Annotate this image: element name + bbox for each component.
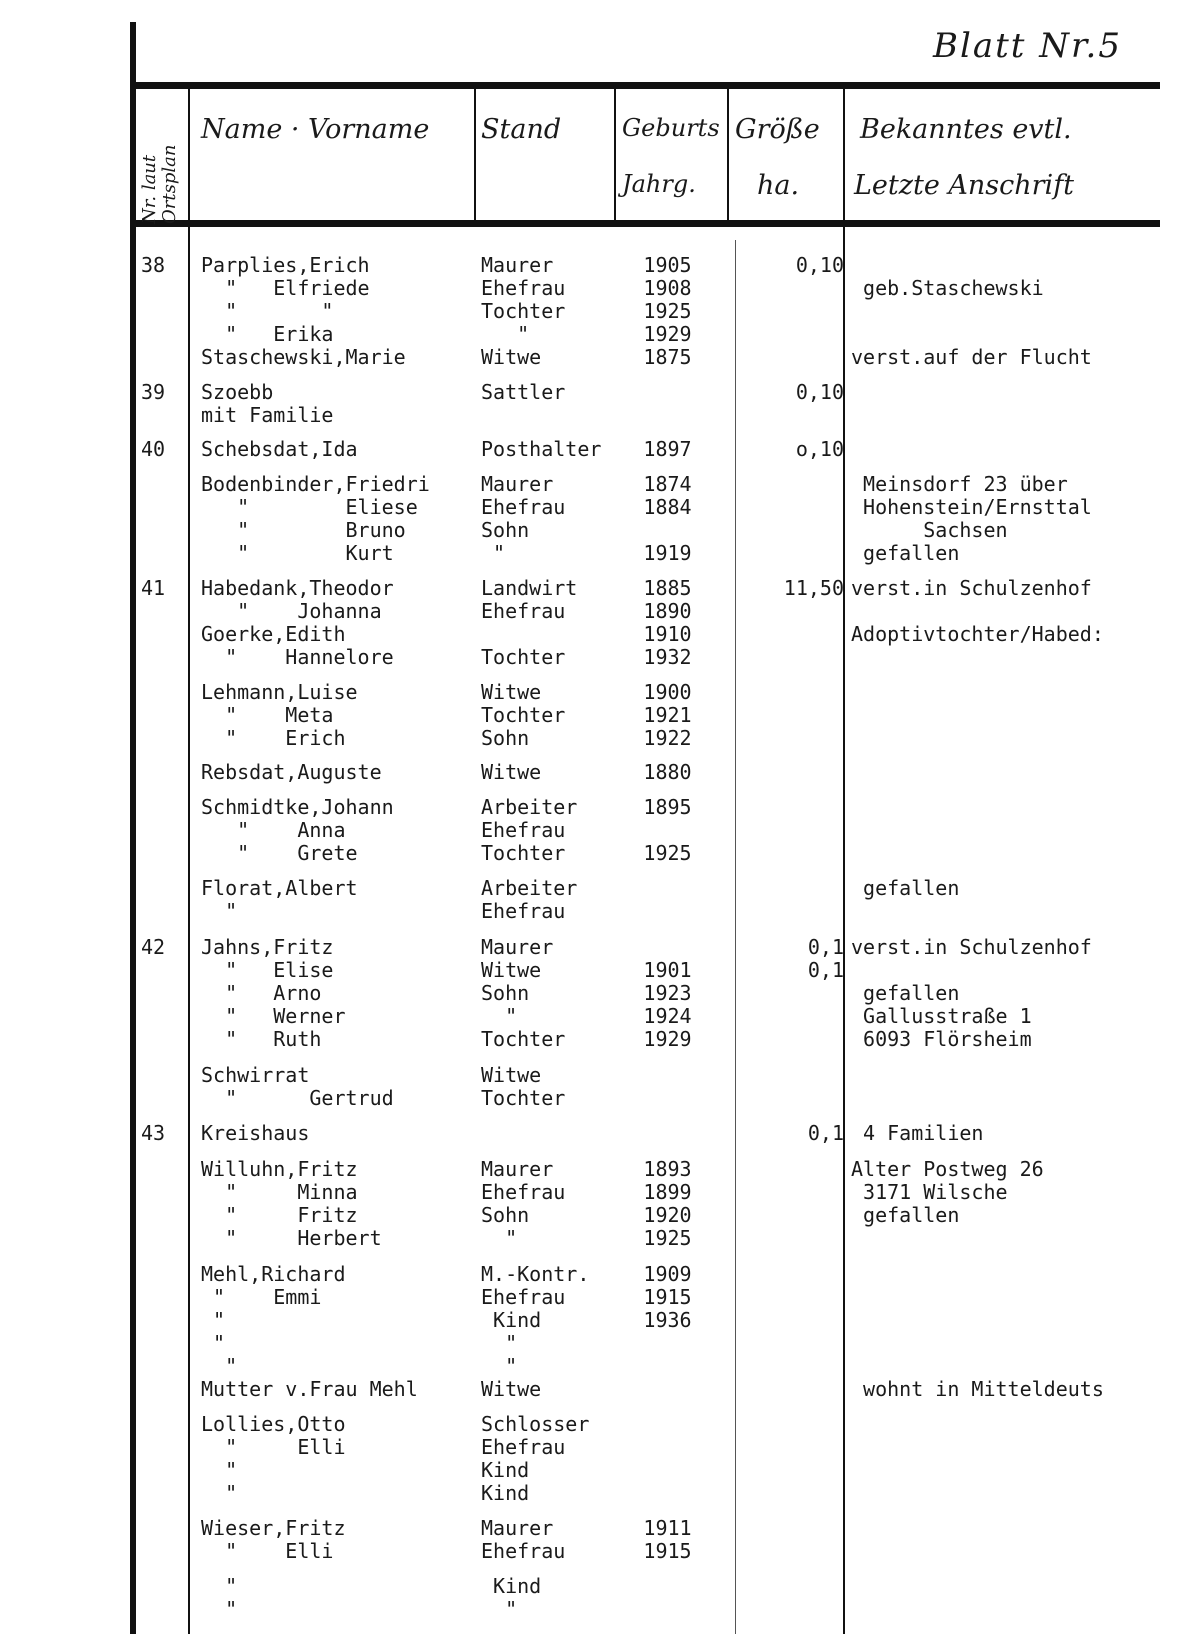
entry-name: Mehl,Richard — [201, 1262, 346, 1286]
entry-last-address: gefallen — [851, 541, 960, 565]
entry-birth-year: 1909 — [643, 1262, 692, 1286]
entry-name: " " — [201, 299, 334, 323]
table-row — [0, 541, 1200, 565]
table-row — [0, 1180, 1200, 1204]
entry-name: " Elli — [201, 1539, 334, 1563]
entry-birth-year: 1915 — [643, 1285, 692, 1309]
table-row — [0, 795, 1200, 819]
entry-stand: Tochter — [481, 841, 566, 865]
table-row — [0, 1539, 1200, 1563]
entry-stand: Schlosser — [481, 1412, 590, 1436]
entry-name: Florat,Albert — [201, 876, 358, 900]
entry-stand: Tochter — [481, 703, 566, 727]
entry-last-address: verst.in Schulzenhof — [851, 935, 1092, 959]
entry-stand: Ehefrau — [481, 899, 566, 923]
table-row — [0, 1412, 1200, 1436]
table-row — [0, 1157, 1200, 1181]
entry-last-address: gefallen — [851, 876, 960, 900]
entry-stand: Tochter — [481, 1086, 566, 1110]
sheet-title: Blatt Nr.5 — [933, 26, 1122, 66]
entry-stand: Sohn — [481, 981, 530, 1005]
entry-stand: " — [481, 1331, 518, 1355]
header-groesse: Größe — [735, 114, 820, 145]
table-row — [0, 1597, 1200, 1621]
table-row — [0, 841, 1200, 865]
entry-size-ha: 0,10 — [795, 380, 844, 404]
entry-name: Parplies,Erich — [201, 253, 370, 277]
entry-name: Schmidtke,Johann — [201, 795, 394, 819]
entry-stand: Ehefrau — [481, 1435, 566, 1459]
entry-stand: Witwe — [481, 1377, 542, 1401]
entry-last-address: Meinsdorf 23 über — [851, 472, 1068, 496]
entry-name: Mutter v.Frau Mehl — [201, 1377, 418, 1401]
entry-stand: Sohn — [481, 518, 530, 542]
entry-stand: Ehefrau — [481, 1285, 566, 1309]
entry-name: " Minna — [201, 1180, 358, 1204]
entry-last-address: gefallen — [851, 1203, 960, 1227]
entry-birth-year: 1893 — [643, 1157, 692, 1181]
entry-name: Bodenbinder,Friedri — [201, 472, 430, 496]
entry-stand: Sohn — [481, 726, 530, 750]
table-row — [0, 1308, 1200, 1332]
table-row — [0, 726, 1200, 750]
entry-birth-year: 1875 — [643, 345, 692, 369]
entry-name: " Werner — [201, 1004, 346, 1028]
header-letzte-anschrift: Letzte Anschrift — [854, 170, 1075, 201]
entry-name: " — [201, 1481, 238, 1505]
entry-birth-year: 1921 — [643, 703, 692, 727]
table-row — [0, 818, 1200, 842]
entry-name: " — [201, 899, 238, 923]
entry-stand: Sohn — [481, 1203, 530, 1227]
table-row — [0, 576, 1200, 600]
table-row — [0, 981, 1200, 1005]
entry-birth-year: 1920 — [643, 1203, 692, 1227]
entry-stand: M.-Kontr. — [481, 1262, 590, 1286]
table-row — [0, 495, 1200, 519]
table-row — [0, 1331, 1200, 1355]
table-row — [0, 1516, 1200, 1540]
table-row — [0, 935, 1200, 959]
entry-birth-year: 1915 — [643, 1539, 692, 1563]
entry-stand: Tochter — [481, 299, 566, 323]
table-row — [0, 876, 1200, 900]
header-geburts: Geburts — [622, 114, 720, 142]
entry-name: " Anna — [201, 818, 346, 842]
table-row — [0, 1063, 1200, 1087]
entry-name: " Emmi — [201, 1285, 322, 1309]
entry-birth-year: 1908 — [643, 276, 692, 300]
entry-birth-year: 1880 — [643, 760, 692, 784]
entry-birth-year: 1922 — [643, 726, 692, 750]
entry-number: 41 — [141, 576, 166, 600]
entry-birth-year: 1899 — [643, 1180, 692, 1204]
entry-number: 40 — [141, 437, 166, 461]
table-row — [0, 276, 1200, 300]
entry-name: Lehmann,Luise — [201, 680, 358, 704]
entry-name: " Kurt — [201, 541, 394, 565]
entry-stand: Landwirt — [481, 576, 578, 600]
entry-stand: Ehefrau — [481, 818, 566, 842]
entry-stand: Arbeiter — [481, 876, 578, 900]
entry-birth-year: 1900 — [643, 680, 692, 704]
table-row — [0, 703, 1200, 727]
entry-stand: Tochter — [481, 1027, 566, 1051]
entry-stand: Maurer — [481, 935, 554, 959]
entry-stand: " — [481, 541, 506, 565]
entry-stand: Sattler — [481, 380, 566, 404]
header-stand: Stand — [481, 114, 562, 145]
entry-name: " Herbert — [201, 1226, 382, 1250]
entry-name: Lollies,Otto — [201, 1412, 346, 1436]
entry-birth-year: 1932 — [643, 645, 692, 669]
entry-name: Willuhn,Fritz — [201, 1157, 358, 1181]
entry-name: " — [201, 1458, 238, 1482]
entry-birth-year: 1885 — [643, 576, 692, 600]
table-row — [0, 622, 1200, 646]
entry-birth-year: 1929 — [643, 1027, 692, 1051]
entry-stand: " — [481, 1597, 518, 1621]
table-row — [0, 680, 1200, 704]
entry-stand: " — [481, 1354, 518, 1378]
entry-birth-year: 1919 — [643, 541, 692, 565]
entry-birth-year: 1895 — [643, 795, 692, 819]
entry-number: 38 — [141, 253, 166, 277]
entry-size-ha: o,10 — [795, 437, 844, 461]
entry-stand: Kind — [481, 1308, 542, 1332]
header-jahrg: Jahrg. — [622, 170, 696, 198]
table-row — [0, 1377, 1200, 1401]
entry-birth-year: 1923 — [643, 981, 692, 1005]
entry-stand: Ehefrau — [481, 1180, 566, 1204]
table-row — [0, 599, 1200, 623]
entry-name: " Meta — [201, 703, 334, 727]
entry-number: 43 — [141, 1121, 166, 1145]
entry-name: " Erich — [201, 726, 346, 750]
entry-name: " Erika — [201, 322, 334, 346]
entry-last-address: gefallen — [851, 981, 960, 1005]
entry-name: " Gertrud — [201, 1086, 394, 1110]
entry-last-address: Adoptivtochter/Habed: — [851, 622, 1104, 646]
table-row — [0, 472, 1200, 496]
table-row — [0, 1004, 1200, 1028]
entry-stand: Kind — [481, 1481, 530, 1505]
entry-last-address: verst.in Schulzenhof — [851, 576, 1092, 600]
entry-stand: Witwe — [481, 958, 542, 982]
entry-name: Rebsdat,Auguste — [201, 760, 382, 784]
entry-name: " Hannelore — [201, 645, 394, 669]
table-row — [0, 1435, 1200, 1459]
table-row — [0, 380, 1200, 404]
entry-stand: " — [481, 1004, 518, 1028]
entry-name: " — [201, 1597, 238, 1621]
table-row — [0, 645, 1200, 669]
entry-name: " Johanna — [201, 599, 382, 623]
table-row — [0, 1121, 1200, 1145]
entry-size-ha: 0,10 — [795, 253, 844, 277]
entry-name: " Bruno — [201, 518, 406, 542]
entry-name: " Ruth — [201, 1027, 322, 1051]
entry-stand: Witwe — [481, 680, 542, 704]
entry-birth-year: 1874 — [643, 472, 692, 496]
table-row — [0, 345, 1200, 369]
entry-name: Goerke,Edith — [201, 622, 346, 646]
entry-birth-year: 1925 — [643, 841, 692, 865]
entry-stand: Ehefrau — [481, 599, 566, 623]
entry-stand: Posthalter — [481, 437, 602, 461]
entry-name: " Elfriede — [201, 276, 370, 300]
entry-last-address: verst.auf der Flucht — [851, 345, 1092, 369]
table-row — [0, 760, 1200, 784]
table-row — [0, 253, 1200, 277]
header-bekanntes: Bekanntes evtl. — [860, 114, 1072, 145]
entry-name: Schebsdat,Ida — [201, 437, 358, 461]
table-row — [0, 1086, 1200, 1110]
entry-stand: Maurer — [481, 472, 554, 496]
entry-birth-year: 1910 — [643, 622, 692, 646]
entry-name: Wieser,Fritz — [201, 1516, 346, 1540]
table-row — [0, 958, 1200, 982]
entry-last-address: Alter Postweg 26 — [851, 1157, 1044, 1181]
table-row — [0, 899, 1200, 923]
table-row — [0, 1226, 1200, 1250]
entry-stand: Maurer — [481, 253, 554, 277]
entry-birth-year: 1925 — [643, 1226, 692, 1250]
entry-stand: Maurer — [481, 1157, 554, 1181]
entry-stand: Witwe — [481, 345, 542, 369]
entry-name: Schwirrat — [201, 1063, 310, 1087]
entry-size-ha: 0,1 — [807, 935, 844, 959]
table-row — [0, 322, 1200, 346]
table-row — [0, 1354, 1200, 1378]
entry-size-ha: 0,1 — [807, 1121, 844, 1145]
table-row — [0, 1027, 1200, 1051]
entry-name: " Fritz — [201, 1203, 358, 1227]
entry-name: " Elise — [201, 958, 334, 982]
entry-birth-year: 1924 — [643, 1004, 692, 1028]
entry-stand: Ehefrau — [481, 495, 566, 519]
entry-last-address: 3171 Wilsche — [851, 1180, 1008, 1204]
entry-name: Staschewski,Marie — [201, 345, 406, 369]
table-row — [0, 1481, 1200, 1505]
entry-name: " — [201, 1331, 226, 1355]
entry-size-ha: 11,50 — [783, 576, 844, 600]
entry-size-ha: 0,1 — [807, 958, 844, 982]
entry-birth-year: 1901 — [643, 958, 692, 982]
entry-stand: Ehefrau — [481, 276, 566, 300]
entry-stand: Arbeiter — [481, 795, 578, 819]
table-row — [0, 1574, 1200, 1598]
entry-birth-year: 1905 — [643, 253, 692, 277]
entry-name: " Grete — [201, 841, 358, 865]
entry-name: " — [201, 1574, 238, 1598]
entry-stand: Maurer — [481, 1516, 554, 1540]
entry-stand: Witwe — [481, 760, 542, 784]
entry-name: " Eliese — [201, 495, 418, 519]
table-row — [0, 299, 1200, 323]
entry-birth-year: 1925 — [643, 299, 692, 323]
entry-name: Kreishaus — [201, 1121, 310, 1145]
entry-last-address: Sachsen — [851, 518, 1008, 542]
entry-last-address: 6093 Flörsheim — [851, 1027, 1032, 1051]
entry-last-address: Hohenstein/Ernsttal — [851, 495, 1092, 519]
table-row — [0, 1458, 1200, 1482]
entry-stand: " — [481, 1226, 518, 1250]
entry-name: " Elli — [201, 1435, 346, 1459]
table-row — [0, 1203, 1200, 1227]
table-row — [0, 1285, 1200, 1309]
table-row — [0, 518, 1200, 542]
entry-birth-year: 1884 — [643, 495, 692, 519]
entry-stand: Ehefrau — [481, 1539, 566, 1563]
entry-name: " — [201, 1308, 226, 1332]
table-row — [0, 403, 1200, 427]
entry-stand: Tochter — [481, 645, 566, 669]
entry-birth-year: 1929 — [643, 322, 692, 346]
entry-last-address: 4 Familien — [851, 1121, 984, 1145]
entry-name: Habedank,Theodor — [201, 576, 394, 600]
entry-stand: Kind — [481, 1574, 542, 1598]
header-ha: ha. — [757, 170, 800, 201]
entry-number: 42 — [141, 935, 166, 959]
entry-stand: Kind — [481, 1458, 530, 1482]
entry-last-address: wohnt in Mitteldeuts — [851, 1377, 1104, 1401]
entry-name: Szoebb — [201, 380, 274, 404]
table-row — [0, 437, 1200, 461]
entry-name: Jahns,Fritz — [201, 935, 334, 959]
entry-stand: Witwe — [481, 1063, 542, 1087]
entry-birth-year: 1897 — [643, 437, 692, 461]
header-nr-laut-ortsplan: Nr. laut Ortsplan — [139, 144, 180, 224]
entry-last-address: Gallusstraße 1 — [851, 1004, 1032, 1028]
entry-birth-year: 1911 — [643, 1516, 692, 1540]
table-row — [0, 1262, 1200, 1286]
header-name: Name · Vorname — [201, 114, 430, 145]
entry-stand: " — [481, 322, 530, 346]
entry-name: " Arno — [201, 981, 322, 1005]
entry-birth-year: 1890 — [643, 599, 692, 623]
entry-last-address: geb.Staschewski — [851, 276, 1044, 300]
entry-name: " — [201, 1354, 238, 1378]
entry-number: 39 — [141, 380, 166, 404]
entry-birth-year: 1936 — [643, 1308, 692, 1332]
entry-name: mit Familie — [201, 403, 334, 427]
